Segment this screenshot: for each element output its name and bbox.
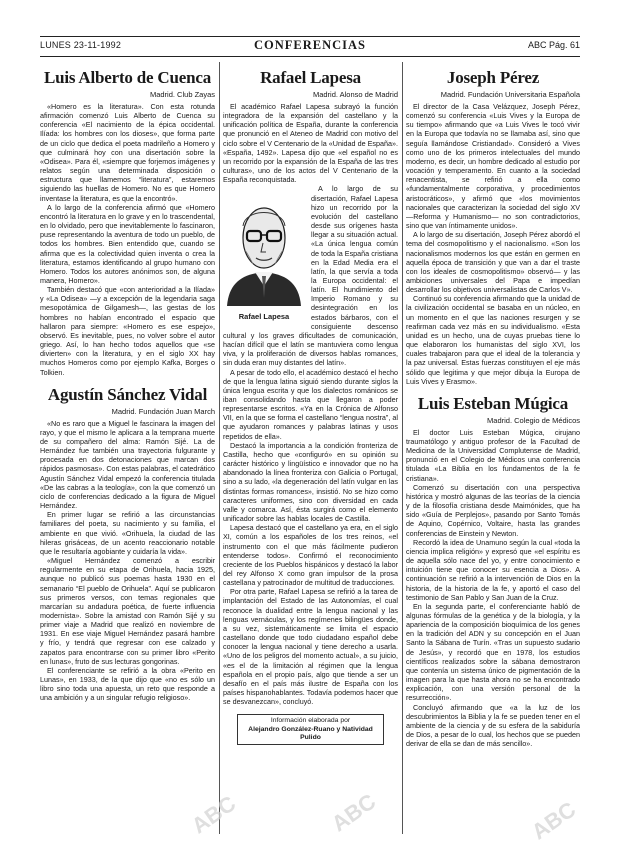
article-paragraph: A lo largo de la conferencia afirmó que «Homero encontró la literatura en lo grave y en lo trascendental, en lo olvidado, pero que inevitablemente lo fascinaron, puse representando la aventura de todo un pueblo, de todos los hombres. Bien entendido que, cuando se afirma que es la colectividad quien inventa o crea la literatura, estamos identificando al grupo humano con Homero. Todos los autores anónimos son, de alguna manera, Homero». xyxy=(40,202,215,285)
article-paragraph: Continuó su conferencia afirmando que la unidad de la civilización occidental se basaba en un núcleo, en un momento en el que las naciones resurgen y se reafirman cada vez más en su individualismo. «Esta unidad es un hecho, una de cuyas pruebas tiene lo que elaboraron los humanistas del siglo XVI, los cuales trabajaron para que el ideal de la tolerancia y la paz universal. Estas fuerzas constituyen el eje más sólido que legitima y que mejor dibuja la Europa de Luis Vives y Erasmo». xyxy=(406,294,580,386)
article-title: Agustín Sánchez Vidal xyxy=(47,384,208,404)
article-paragraph: En primer lugar se refirió a las circunstancias familiares del poeta, su nacimiento y su familia, el ambiente en que vivió. «Orihuela, la ciudad de las hileras grisáceas, de un acento reaccionario notable que le resultaría agobiante y cuidaría la vida». xyxy=(40,510,215,556)
article-paragraph: Por otra parte, Rafael Lapesa se refirió a la tarea de implantación del Estado de las Autonomías, el cual reconoce la dualidad entre la lengua nacional y las lenguas vernáculas, y los regímenes bilingües donde, a su vez, sistemáticamente se limita el espacio castellano donde que todo ciudadano español debe conocer la lengua nacional y tiene derecho a usarla. «Uno de los peligros del momento actual», a su juicio, «es el de la limitación al régimen que la lengua española en el propio país, algo que tiende a ser un desafío en el país más ilustre de España con los países hispanohablantes. Todavía podemos hacer que se desvanezcan», concluyó. xyxy=(223,587,398,707)
abc-watermark: ABC xyxy=(326,788,381,837)
header-date: LUNES 23-11-1992 xyxy=(40,40,122,50)
article-paragraph: En la segunda parte, el conferenciante habló de algunas fórmulas de la genética y de la biología, y la apariencia de la composición bioquímica de los genes en la tradición del ADN y su concepción en el Juan Santo la Sábana de Turín. «Tras un supuesto sudario de Jesús», y recordó que en 1978, los estudios científicos realizados sobre la sábana demostraron que contenía un sistema único de pigmentación de la imagen para la que hasta ahora no se ha encontrado explicación, con una versión personal de la resurrección». xyxy=(406,601,580,703)
article-paragraph: A lo largo de su disertación, Rafael Lapesa hizo un recorrido por la evolución del castellano desde sus orígenes hasta llegar a su situación actual. «La única lengua común de toda la España cristiana en la Edad Media era el latín, la que servía a toda la Europa occidental: el latín. El hundimiento del Imperio Romano y su desintegración en los estados bárbaros, con el consiguiente descenso cultural y los graves dificultades de comunicación, hacían difícil que el latín se mantuviera como lengua viva, y la proliferación de diversos hablas romances, sin duda eran muy distantes del latín». xyxy=(223,184,398,368)
column-divider xyxy=(402,62,403,834)
article-paragraph: Comenzó su disertación con una perspectiva histórica y mostró algunas de las teorías de la ciencia y de la filosofía cristiana desde Maimónides, que ha sido «Guía de Perplejos», pasando por Santo Tomás de Aquino, Copérnico, Voltaire, hasta las grandes conferencias de Einstein y Newton. xyxy=(406,482,580,538)
column-center xyxy=(223,62,398,745)
article-title: Joseph Pérez xyxy=(446,68,540,87)
section-title: CONFERENCIAS xyxy=(253,38,366,52)
article-title: Rafael Lapesa xyxy=(260,68,361,87)
article-paragraph: El académico Rafael Lapesa subrayó la función integradora de la expansión del castellano y la unificación política de España, durante la conferencia que pronunció en el Ateneo de Madrid con motivo del ciclo sobre el V Centenario de la «Unidad de España». «España, 1492». Lapesa dijo que «el español no es un recorrido por la expansión de la España de las tres culturas», uno de los actos del V Centenario de la España reconquistada. xyxy=(223,102,398,185)
abc-watermark: ABC xyxy=(526,796,581,845)
article-paragraph: También destacó que «con anterioridad a la Ilíada» y «La Odisea» —y a excepción de la legendaria saga mesopotámica de Gilgamesh—, las gestas de los hombres no habían encontrado el espacio que hallaron para siempre: «Homero es ese espejo», observó. Es inevitable, pues, no volver sobre el autor griego. Así, lo han hecho todos aquellos que «se divierten» con la literatura, y en el siglo XX hay muchos Homeros como por ejemplo Kafka, Borges o Tolkien. xyxy=(40,285,215,377)
article-location: Madrid. Club Zayas xyxy=(149,90,215,99)
article-paragraph: A lo largo de su disertación, Joseph Pérez abordó el tema del cosmopolitismo y el nacionalismo. «Son los nacionalismos modernos los que están en germen en aquella época de transición y que van a dar el traste con los ideales de cosmopolitismo» observó— y las ambiciones universales del Papa e impedían desarrollar los objetivos universalistas de Carlos V». xyxy=(406,230,580,295)
article-paragraph: El doctor Luis Esteban Múgica, cirujano traumatólogo y antiguo profesor de la Facultad de Medicina de la Universidad Complutense de Madrid, pronunció en el Colegio de Médicos una conferencia titulada «La Biblia en los fundamentos de la fe cristiana». xyxy=(406,427,580,483)
credits-box xyxy=(237,714,384,745)
article-paragraph: «Homero es la literatura». Con esta rotunda afirmación comenzó Luis Alberto de Cuenca su conferencia «El nacimiento de la épica occidental. Ilíada: los hombres con los dioses», que forma parte de un ciclo que dedica el poeta madrileño a Homero y que culminará hoy con una disertación sobre la «Odisea». Para él, «siempre que forjemos imágenes y relatos según una determinada disposición o estructura que llamemos “literatura”, estaremos siguiendo las huellas de Homero. No es que Homero inventase la literatura, es que la encontró». xyxy=(40,102,215,203)
article-title: Luis Alberto de Cuenca xyxy=(43,68,212,87)
header-top-rule xyxy=(40,36,580,37)
article-location: Madrid. Colegio de Médicos xyxy=(487,415,580,425)
article-paragraph: Lapesa destacó que el castellano ya era, en el siglo XI, común a los españoles de los tres reinos, «el instrumento con el que más fácilmente pudieron entenderse todos». Confirmó el reconocimiento creciente de los Pueblos hispánicos y destacó la labor del rey Alfonso X como gran impulsor de la prosa castellana y patrocinador de multitud de traducciones. xyxy=(223,523,398,588)
column-left xyxy=(40,62,215,703)
abc-watermark: ABC xyxy=(186,790,241,839)
portrait-caption: Rafael Lapesa xyxy=(238,312,290,322)
article-location: Madrid. Fundación Universitaria Española xyxy=(440,90,580,99)
credits-prefix: Información elaborada por xyxy=(270,717,351,725)
article-paragraph: El director de la Casa Velázquez, Joseph Pérez, comenzó su conferencia «Luis Vives y la Europa de su tiempo» afirmando que «a Luis Vives le tocó vivir en la Europa que todavía no se llamaba así, sino que seguía llamándose Cristiandad». Consideró a Vives como uno de los primeros intelectuales del mundo moderno, es decir, un hombre dedicado al estudio por vocación y temperamento. En cuanto a la sociedad renacentista, se refirió a ella como «fundamentalmente corporativa, y procedimientos aristocráticos», y afirmó que «los movimientos nacionales que caracterizan la sociedad del siglo XV —Reforma y Humanismo— no son contradictorios, sino que van íntimamente unidos». xyxy=(406,102,580,231)
article-title: Luis Esteban Múgica xyxy=(417,393,569,413)
page-header xyxy=(40,38,580,54)
article-paragraph: El conferenciante se refirió a la obra «Perito en Lunas», en 1933, de la que dijo que «no es sólo un libro sino toda una apuesta, un reto que responde a una ambición y a un singular refugio religioso». xyxy=(40,665,215,703)
article-paragraph: «Miguel Hernández comenzó a escribir regularmente en su etapa de Orihuela, hacia 1925, aunque no publicó sus poemas hasta 1930 en el semanario “El pueblo de Orihuela”. Aquí se publicaron sus primeros versos, con temas regionales que marcarían su andadura poética, de fuerte influencia modernista». Sobre la amistad con Ramón Sijé y su primer viaje a Madrid que realizó en noviembre de 1931. En ese viaje Miguel Hernández pasará hambre y frío, y tendrá que regresar con ese calzado y zapatos para encontrarse con su primer libro «Perito en lunas», fruto de sus lecturas gongorinas. xyxy=(40,556,215,666)
portrait-illustration xyxy=(223,186,305,306)
article-paragraph: Destacó la importancia a la condición fronteriza de Castilla, hecho que «configuró» en su opinión su carácter histórico y lingüístico e innovador que no ha abandonado la línea fronteriza con Galicia o Portugal, sino a su lado, «la degeneración del latín vulgar en las distintas formas romances», insistió. No se hizo como caracteres uniformes, sino con diversidad en cada valle y comarca. Así, ésta surgirá como el elemento unificador sobre las hablas locales de Castilla. xyxy=(223,440,398,524)
column-right xyxy=(406,62,580,748)
article-paragraph: Recordó la idea de Unamuno según la cual «toda la ciencia implica religión» y expresó que «el espíritu es de aquella sólo nace del yo, y entre conocimiento e intuición tiene que conocer su esencia a Dios». A continuación se refirió a la intervención de Dios en la historia, de la historia de la fe, y aportó el caso del testimonio de San Pablo y San Juan de la Cruz. xyxy=(406,537,580,602)
header-page-number: ABC Pág. 61 xyxy=(527,40,580,50)
article-paragraph: «No es raro que a Miguel le fascinara la imagen del rayo, y que el mismo le aplicara a la temprana muerte de su compañero del alma: Ramón Sijé. La de Hernández fue también una trayectoria fulgurante y procesada en dos detonaciones que marcan dos rápidos pasmosas». Con estas palabras, el catedrático Agustín Sánchez Vidal empezó la conferencia titulada «De las cabras a la teología», con la que comenzó un ciclo de conferencias dedicado a la figura de Miguel Hernández. xyxy=(40,418,215,511)
header-bottom-rule xyxy=(40,56,580,57)
portrait-figure xyxy=(223,186,305,321)
article-location: Madrid. Fundación Juan March xyxy=(111,406,215,416)
credits-authors: Alejandro González-Ruano y Natividad Pulido xyxy=(248,725,373,741)
article-paragraph: Concluyó afirmando que «a la luz de los descubrimientos la Biblia y la fe se pueden tener en el ambiente de la ciencia y de su esfera de la sabiduría de Dios, a pesar de lo cual, los hechos que se pueden derivar de ella se dan de más sencillo». xyxy=(406,702,580,749)
article-paragraph: A pesar de todo ello, el académico destacó el hecho de que la lengua latina siguió siendo durante siglos la única lengua escrita y que los dialectos románicos se iban consolidando hasta que llegaron a poder representarse escritos. «Ya en la Crónica de Alfonso VII, en la que se forma el castellano “lengua nostra”, al que ayudaron romances y palabras latinas y usos repetidos de ella». xyxy=(223,367,398,441)
article-location: Madrid. Alonso de Madrid xyxy=(312,90,398,99)
column-divider xyxy=(219,62,220,834)
